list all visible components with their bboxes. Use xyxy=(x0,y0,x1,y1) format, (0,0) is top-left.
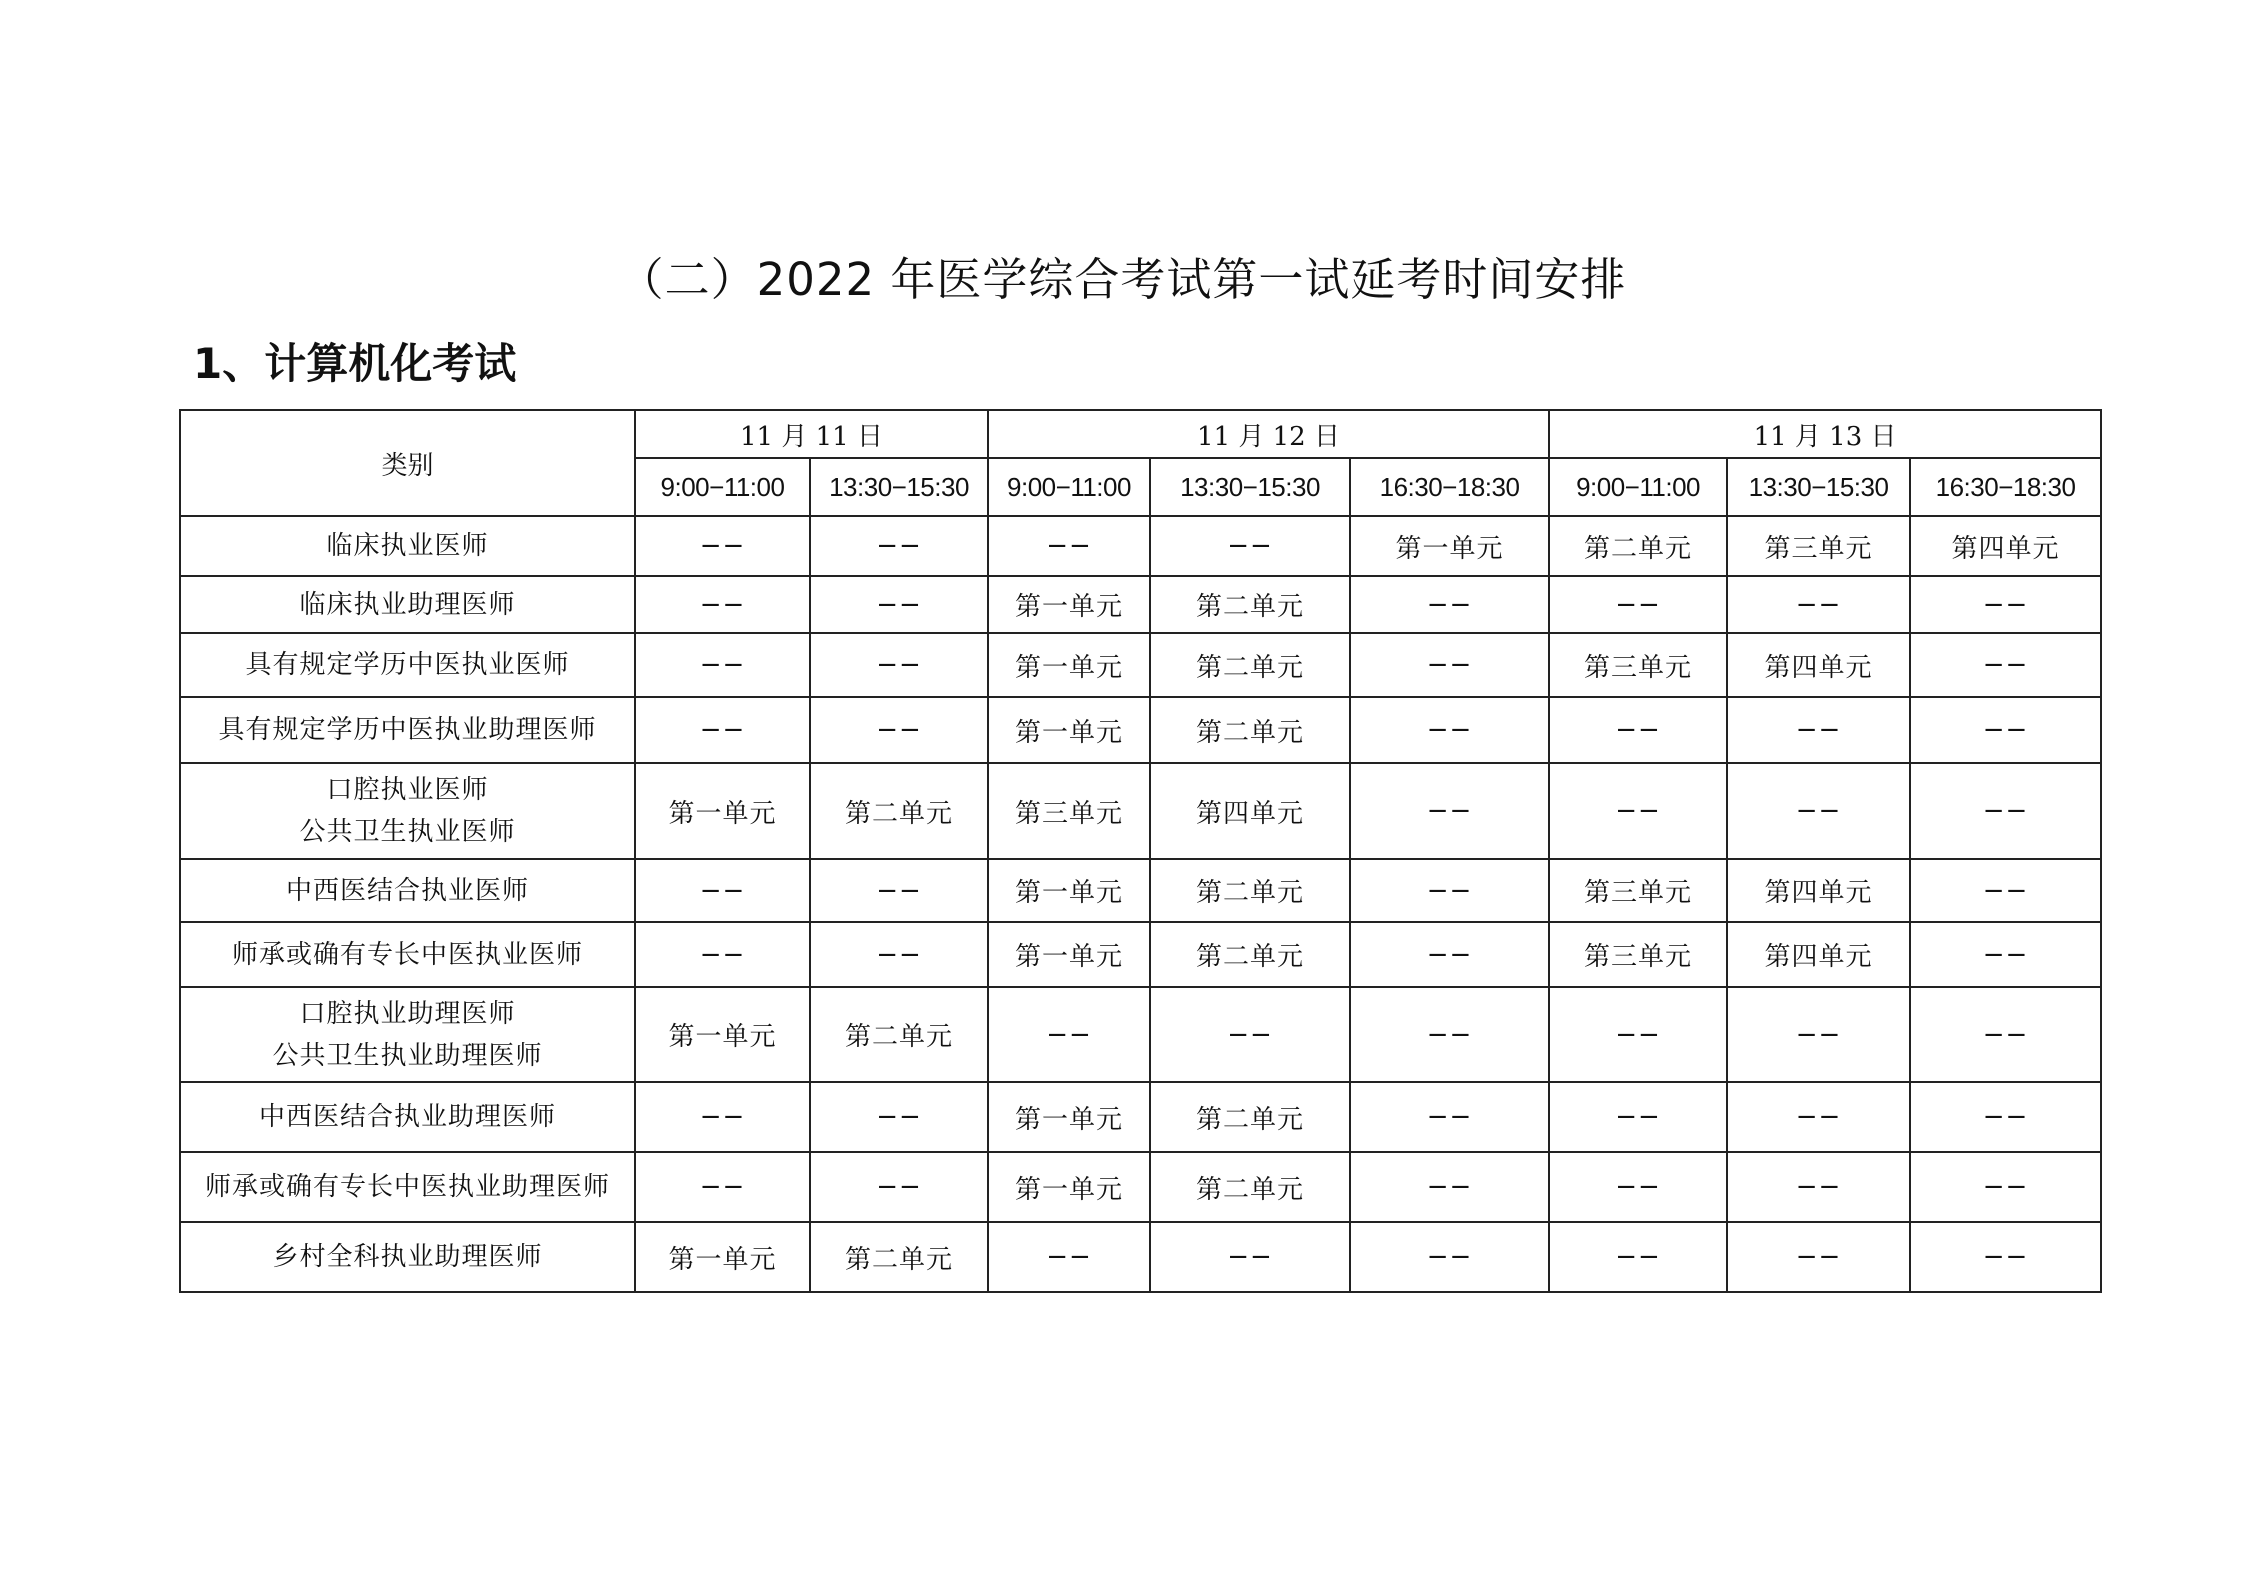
schedule-cell: 第二单元 xyxy=(1150,697,1350,763)
schedule-cell: 第二单元 xyxy=(1150,1082,1350,1152)
schedule-cell: −− xyxy=(1727,763,1910,859)
schedule-cell: −− xyxy=(810,697,988,763)
schedule-cell: −− xyxy=(1549,697,1727,763)
table-row xyxy=(180,922,2101,987)
schedule-cell: 第三单元 xyxy=(1549,922,1727,987)
schedule-cell: 第一单元 xyxy=(635,763,810,859)
schedule-cell: 第二单元 xyxy=(1150,576,1350,633)
schedule-cell: −− xyxy=(1350,1152,1549,1222)
schedule-cell: 第二单元 xyxy=(810,987,988,1082)
document-title: （二）2022 年医学综合考试第一试延考时间安排 xyxy=(618,253,1627,306)
row-category-label xyxy=(180,859,635,922)
time-slot-header: 16:30−18:30 xyxy=(1350,458,1549,516)
schedule-cell: −− xyxy=(1727,987,1910,1082)
schedule-cell: −− xyxy=(810,516,988,576)
schedule-cell: 第一单元 xyxy=(1350,516,1549,576)
schedule-cell: −− xyxy=(810,576,988,633)
row-category-label xyxy=(180,1222,635,1292)
schedule-cell: −− xyxy=(1350,697,1549,763)
exam-schedule-table xyxy=(179,409,2102,1293)
table-row xyxy=(180,697,2101,763)
schedule-cell: −− xyxy=(1350,1222,1549,1292)
table-row xyxy=(180,516,2101,576)
time-slot-header: 16:30−18:30 xyxy=(1910,458,2101,516)
schedule-cell: 第一单元 xyxy=(988,859,1150,922)
schedule-cell: −− xyxy=(635,516,810,576)
schedule-cell: −− xyxy=(1350,763,1549,859)
schedule-cell: 第三单元 xyxy=(1549,633,1727,697)
schedule-cell: −− xyxy=(988,987,1150,1082)
schedule-cell: −− xyxy=(1549,1082,1727,1152)
schedule-cell: −− xyxy=(635,1082,810,1152)
schedule-cell: −− xyxy=(810,859,988,922)
category-label-line: 师承或确有专长中医执业医师 xyxy=(231,939,583,970)
date-header: 11 月 13 日 xyxy=(1549,410,2101,458)
row-category-label xyxy=(180,1082,635,1152)
time-slot-header: 9:00−11:00 xyxy=(635,458,810,516)
schedule-body xyxy=(180,516,2101,1292)
schedule-cell: −− xyxy=(1350,633,1549,697)
schedule-cell: −− xyxy=(810,1152,988,1222)
category-label-line: 师承或确有专长中医执业助理医师 xyxy=(204,1172,610,1202)
category-label-line: 口腔执业助理医师 xyxy=(299,998,516,1029)
category-label-line: 口腔执业医师 xyxy=(326,775,489,805)
time-slot-header: 13:30−15:30 xyxy=(810,458,988,516)
schedule-cell: −− xyxy=(1910,697,2101,763)
schedule-cell: −− xyxy=(635,859,810,922)
schedule-cell: −− xyxy=(1549,576,1727,633)
category-header: 类别 xyxy=(180,410,635,516)
category-label-line: 中西医结合执业助理医师 xyxy=(258,1102,556,1132)
schedule-cell: −− xyxy=(635,1152,810,1222)
schedule-cell: 第一单元 xyxy=(988,1082,1150,1152)
schedule-cell: −− xyxy=(810,922,988,987)
schedule-cell: 第一单元 xyxy=(988,922,1150,987)
category-label-line: 乡村全科执业助理医师 xyxy=(272,1242,543,1272)
schedule-cell: 第二单元 xyxy=(1150,1152,1350,1222)
schedule-cell: −− xyxy=(1350,859,1549,922)
schedule-cell: −− xyxy=(1549,1152,1727,1222)
schedule-cell: 第四单元 xyxy=(1150,763,1350,859)
schedule-cell: 第一单元 xyxy=(988,576,1150,633)
schedule-cell: 第二单元 xyxy=(1150,922,1350,987)
schedule-cell: 第一单元 xyxy=(988,697,1150,763)
schedule-cell: 第四单元 xyxy=(1727,633,1910,697)
schedule-cell: −− xyxy=(1549,987,1727,1082)
section-title: 1、计算机化考试 xyxy=(193,339,517,388)
row-category-label xyxy=(180,1152,635,1222)
schedule-cell: −− xyxy=(1910,633,2101,697)
time-slot-header: 9:00−11:00 xyxy=(988,458,1150,516)
category-label-line: 公共卫生执业助理医师 xyxy=(272,1040,543,1071)
time-slot-header: 13:30−15:30 xyxy=(1727,458,1910,516)
schedule-cell: 第二单元 xyxy=(810,763,988,859)
schedule-cell: −− xyxy=(1910,576,2101,633)
row-category-label xyxy=(180,987,635,1082)
schedule-cell: −− xyxy=(1727,1152,1910,1222)
schedule-cell: −− xyxy=(635,697,810,763)
category-label-line: 具有规定学历中医执业助理医师 xyxy=(218,715,597,745)
schedule-cell: −− xyxy=(1910,987,2101,1082)
category-label-line: 临床执业助理医师 xyxy=(299,589,516,620)
schedule-cell: −− xyxy=(1150,516,1350,576)
date-header: 11 月 12 日 xyxy=(988,410,1549,458)
schedule-cell: 第二单元 xyxy=(1150,633,1350,697)
schedule-cell: −− xyxy=(1549,763,1727,859)
table-row xyxy=(180,1152,2101,1222)
schedule-cell: −− xyxy=(988,516,1150,576)
schedule-cell: −− xyxy=(1350,922,1549,987)
schedule-cell: 第四单元 xyxy=(1910,516,2101,576)
category-label-line: 临床执业医师 xyxy=(326,531,489,561)
schedule-cell: 第二单元 xyxy=(1549,516,1727,576)
schedule-cell: 第三单元 xyxy=(988,763,1150,859)
category-label-line: 中西医结合执业医师 xyxy=(285,875,529,906)
schedule-cell: 第二单元 xyxy=(1150,859,1350,922)
schedule-cell: −− xyxy=(1727,697,1910,763)
schedule-cell: −− xyxy=(1350,987,1549,1082)
time-slot-header: 13:30−15:30 xyxy=(1150,458,1350,516)
row-category-label xyxy=(180,697,635,763)
schedule-cell: −− xyxy=(1727,1222,1910,1292)
time-slot-header: 9:00−11:00 xyxy=(1549,458,1727,516)
schedule-cell: 第一单元 xyxy=(635,1222,810,1292)
schedule-cell: 第三单元 xyxy=(1727,516,1910,576)
row-category-label xyxy=(180,576,635,633)
schedule-cell: −− xyxy=(635,576,810,633)
schedule-cell: −− xyxy=(1350,576,1549,633)
schedule-cell: −− xyxy=(1150,987,1350,1082)
schedule-cell: −− xyxy=(1727,576,1910,633)
schedule-cell: −− xyxy=(1910,1152,2101,1222)
schedule-cell: −− xyxy=(988,1222,1150,1292)
schedule-cell: −− xyxy=(1910,922,2101,987)
row-category-label xyxy=(180,763,635,859)
table-row xyxy=(180,859,2101,922)
row-category-label xyxy=(180,516,635,576)
schedule-cell: −− xyxy=(1150,1222,1350,1292)
schedule-cell: −− xyxy=(1910,859,2101,922)
row-category-label xyxy=(180,922,635,987)
schedule-cell: −− xyxy=(810,633,988,697)
table-row xyxy=(180,1222,2101,1292)
table-row xyxy=(180,987,2101,1082)
table-row xyxy=(180,633,2101,697)
table-row xyxy=(180,763,2101,859)
schedule-cell: −− xyxy=(1910,1082,2101,1152)
schedule-cell: −− xyxy=(635,922,810,987)
date-header: 11 月 11 日 xyxy=(635,410,988,458)
schedule-cell: −− xyxy=(810,1082,988,1152)
table-row xyxy=(180,576,2101,633)
schedule-cell: −− xyxy=(1910,1222,2101,1292)
schedule-cell: 第一单元 xyxy=(635,987,810,1082)
schedule-cell: 第二单元 xyxy=(810,1222,988,1292)
schedule-cell: −− xyxy=(1910,763,2101,859)
schedule-cell: −− xyxy=(635,633,810,697)
category-label-line: 具有规定学历中医执业医师 xyxy=(245,650,570,680)
schedule-cell: −− xyxy=(1727,1082,1910,1152)
table-row xyxy=(180,1082,2101,1152)
schedule-cell: 第四单元 xyxy=(1727,859,1910,922)
schedule-cell: −− xyxy=(1549,1222,1727,1292)
schedule-cell: 第三单元 xyxy=(1549,859,1727,922)
category-label-line: 公共卫生执业医师 xyxy=(299,817,516,847)
row-category-label xyxy=(180,633,635,697)
schedule-cell: 第四单元 xyxy=(1727,922,1910,987)
schedule-cell: 第一单元 xyxy=(988,633,1150,697)
date-header-row xyxy=(180,410,2101,458)
schedule-cell: −− xyxy=(1350,1082,1549,1152)
schedule-cell: 第一单元 xyxy=(988,1152,1150,1222)
